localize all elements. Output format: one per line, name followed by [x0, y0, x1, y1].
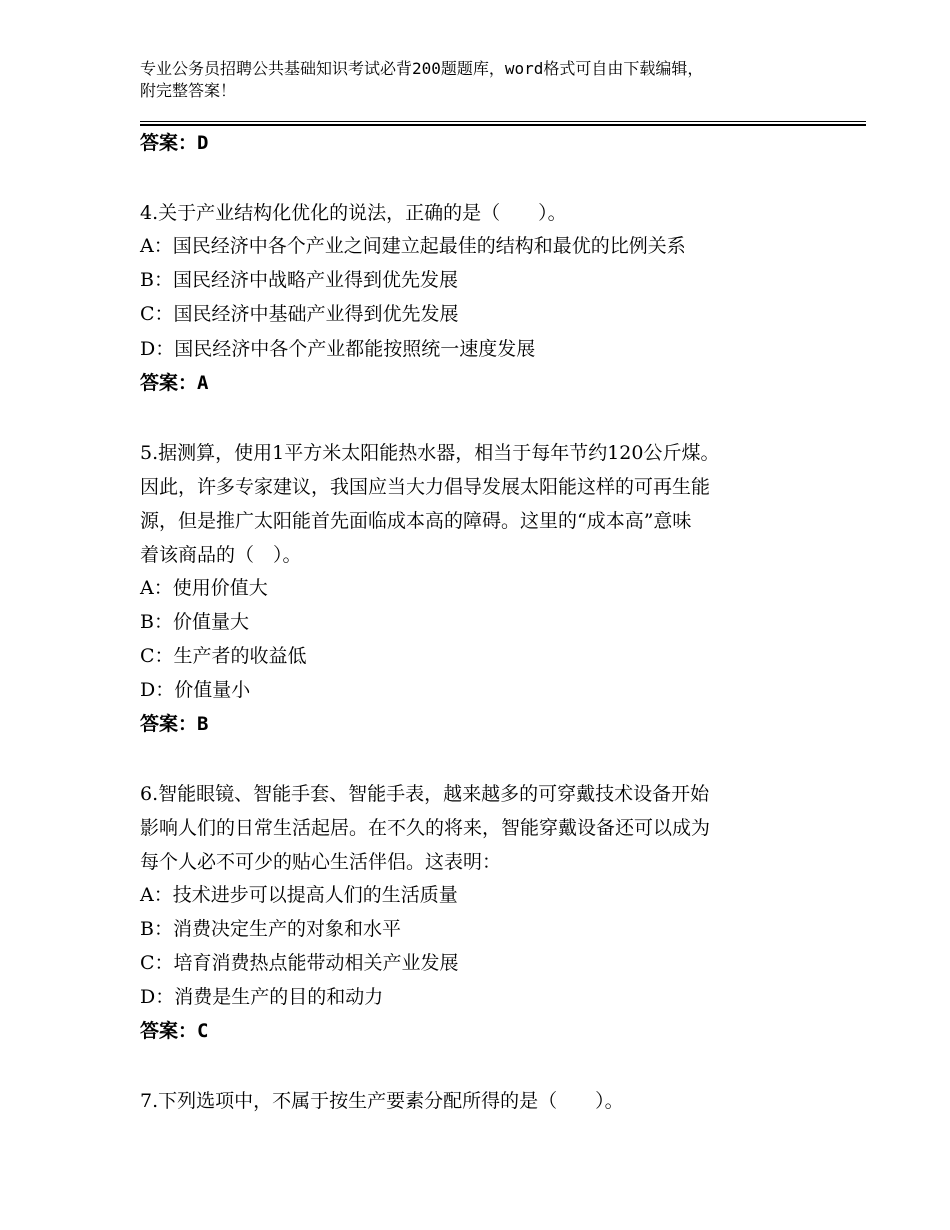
answer-label: 答案： — [140, 1020, 198, 1042]
q4-option-b: B：国民经济中战略产业得到优先发展 — [140, 269, 458, 291]
q5-option-c: C：生产者的收益低 — [140, 645, 307, 667]
question-4 — [140, 196, 820, 230]
question-text-line: 6.智能眼镜、智能手套、智能手表，越来越多的可穿戴技术设备开始 — [140, 783, 710, 805]
q6-option-d: D：消费是生产的目的和动力 — [140, 986, 384, 1008]
q4-option-c: C：国民经济中基础产业得到优先发展 — [140, 303, 459, 325]
header-divider-bottom — [140, 124, 866, 126]
question-text-line: 源，但是推广太阳能首先面临成本高的障碍。这里的“成本高”意味 — [140, 510, 692, 532]
question-5 — [140, 436, 820, 572]
answer-q6 — [140, 1019, 208, 1043]
question-text-line: 5.据测算，使用1平方米太阳能热水器，相当于每年节约120公斤煤。 — [140, 442, 720, 464]
q6-option-b: B：消费决定生产的对象和水平 — [140, 918, 401, 940]
answer-q4 — [140, 371, 208, 395]
question-text-line: 因此，许多专家建议，我国应当大力倡导发展太阳能这样的可再生能 — [140, 476, 711, 498]
q4-option-a: A：国民经济中各个产业之间建立起最佳的结构和最优的比例关系 — [140, 235, 686, 257]
answer-value: A — [197, 372, 209, 394]
question-text-line: 4.关于产业结构化优化的说法，正确的是（ ）。 — [140, 202, 567, 224]
header-divider-top — [140, 121, 866, 122]
q6-option-c: C：培育消费热点能带动相关产业发展 — [140, 952, 459, 974]
answer-value: D — [197, 132, 209, 154]
question-text-line: 着该商品的（ ）。 — [140, 544, 302, 566]
document-header — [140, 58, 830, 102]
header-line-1: 专业公务员招聘公共基础知识考试必背200题题库，word格式可自由下载编辑， — [140, 59, 704, 78]
question-text-line: 7.下列选项中，不属于按生产要素分配所得的是（ ）。 — [140, 1090, 624, 1112]
answer-q5 — [140, 712, 208, 736]
q5-option-b: B：价值量大 — [140, 611, 249, 633]
answer-value: B — [197, 713, 209, 735]
answer-label: 答案： — [140, 372, 198, 394]
answer-q3 — [140, 131, 208, 155]
question-6 — [140, 777, 820, 879]
q6-option-a: A：技术进步可以提高人们的生活质量 — [140, 884, 458, 906]
question-text-line: 每个人必不可少的贴心生活伴侣。这表明： — [140, 851, 502, 873]
q5-option-a: A：使用价值大 — [140, 577, 268, 599]
answer-label: 答案： — [140, 132, 198, 154]
question-7 — [140, 1084, 820, 1118]
q4-option-d: D：国民经济中各个产业都能按照统一速度发展 — [140, 338, 536, 360]
answer-value: C — [197, 1020, 209, 1042]
header-line-2: 附完整答案！ — [140, 81, 237, 100]
q5-option-d: D：价值量小 — [140, 679, 251, 701]
answer-label: 答案： — [140, 713, 198, 735]
question-text-line: 影响人们的日常生活起居。在不久的将来，智能穿戴设备还可以成为 — [140, 817, 711, 839]
